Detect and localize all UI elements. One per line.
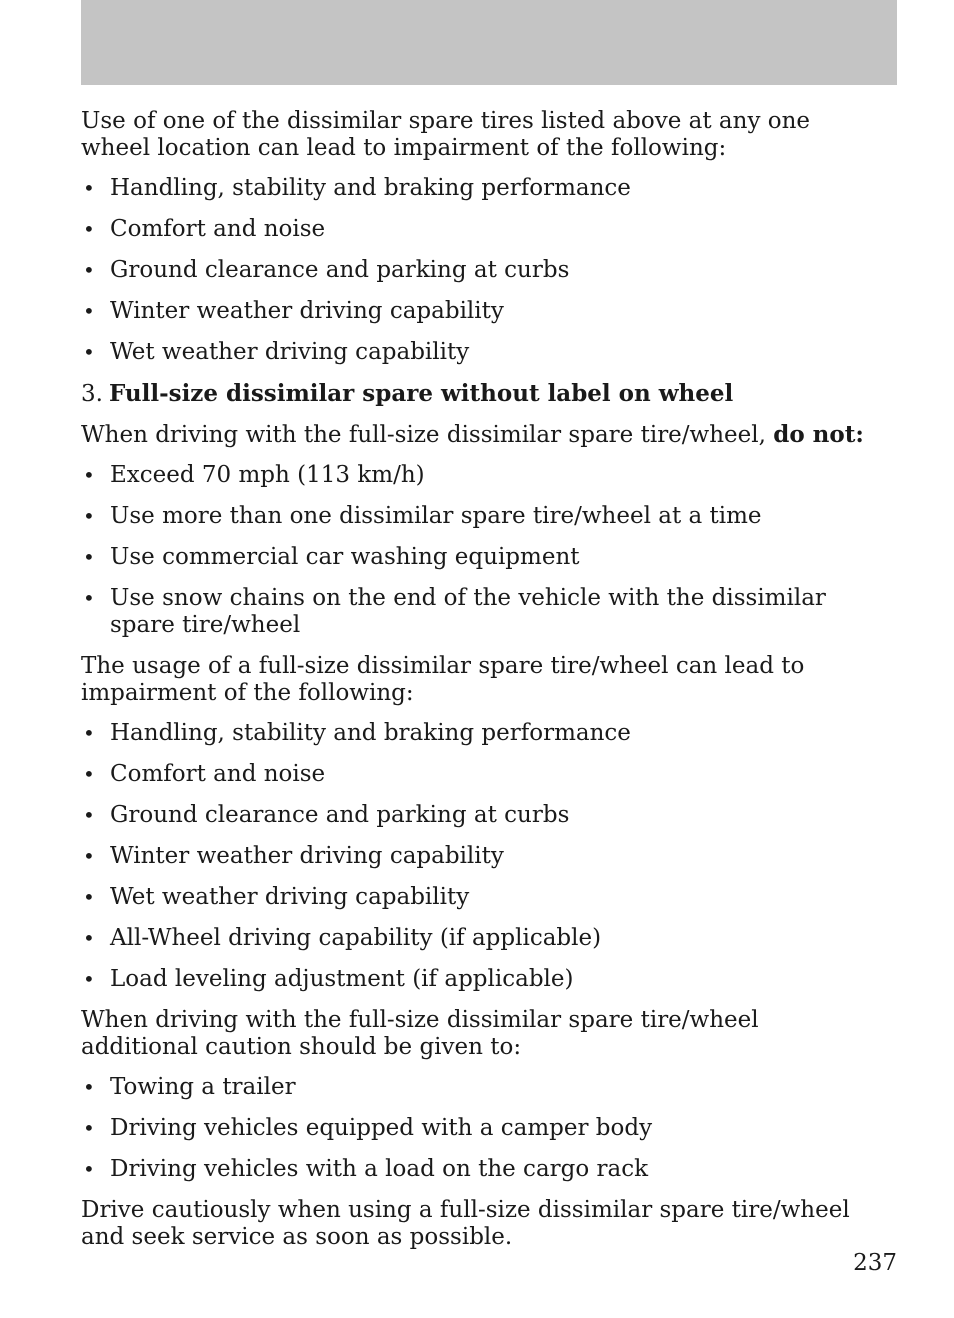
- list-item: • Wet weather driving capability: [83, 884, 470, 910]
- list-item: • Use more than one dissimilar spare tire/wheel at a time: [83, 503, 762, 529]
- bullet-icon: •: [83, 1116, 95, 1140]
- list-item: • Exceed 70 mph (113 km/h): [83, 462, 425, 488]
- bullet-icon: •: [83, 926, 95, 950]
- bullet-icon: •: [83, 803, 95, 827]
- list-item: • Towing a trailer: [83, 1074, 296, 1100]
- bullet-icon: •: [83, 721, 95, 745]
- bullet-icon: •: [83, 217, 95, 241]
- list-item: • Handling, stability and braking performance: [83, 720, 631, 746]
- bullet-icon: •: [83, 885, 95, 909]
- bullet-icon: •: [83, 504, 95, 528]
- bullet-icon: •: [83, 967, 95, 991]
- list-item: • Winter weather driving capability: [83, 298, 504, 324]
- bullet-icon: •: [83, 1157, 95, 1181]
- list-item: • Comfort and noise: [83, 216, 326, 242]
- bullet-icon: •: [83, 299, 95, 323]
- list-item: • Comfort and noise: [83, 761, 326, 787]
- list-item: • Use snow chains on the end of the vehicle with the dissimilar spare tire/wheel: [83, 585, 826, 638]
- section-heading: [81, 380, 871, 408]
- closing-paragraph: Drive cautiously when using a full-size dissimilar spare tire/wheel and seek service as soon as possible.: [81, 1197, 850, 1250]
- list-item: • Ground clearance and parking at curbs: [83, 802, 570, 828]
- list-item: • Handling, stability and braking performance: [83, 175, 631, 201]
- caution-list: [81, 1074, 871, 1183]
- bullet-icon: •: [83, 176, 95, 200]
- page-content: [81, 108, 871, 1264]
- bullet-icon: •: [83, 258, 95, 282]
- impairment-list-1: [81, 175, 871, 366]
- bullet-icon: •: [83, 762, 95, 786]
- page-number: 237: [853, 1250, 897, 1276]
- intro-paragraph: Use of one of the dissimilar spare tires listed above at any one wheel location can lead to impairment of the following:: [81, 108, 811, 161]
- list-item: • Load leveling adjustment (if applicable): [83, 966, 574, 992]
- bullet-icon: •: [83, 463, 95, 487]
- impairment-list-2: [81, 720, 871, 993]
- bullet-icon: •: [83, 844, 95, 868]
- prohibition-list: [81, 462, 871, 639]
- list-item: • Driving vehicles with a load on the cargo rack: [83, 1156, 649, 1182]
- list-item: • Wet weather driving capability: [83, 339, 470, 365]
- caution-paragraph: When driving with the full-size dissimilar spare tire/wheel additional caution should be given to:: [81, 1007, 759, 1060]
- list-item: • All-Wheel driving capability (if applicable): [83, 925, 602, 951]
- do-not-emphasis: do not:: [773, 421, 864, 448]
- bullet-icon: •: [83, 586, 95, 610]
- section-title: Full-size dissimilar spare without label on wheel: [108, 380, 734, 407]
- bullet-icon: •: [83, 340, 95, 364]
- list-item: • Use commercial car washing equipment: [83, 544, 580, 570]
- section-number: 3.: [81, 381, 103, 407]
- when-driving-paragraph: When driving with the full-size dissimilar spare tire/wheel, do not:: [81, 421, 864, 448]
- bullet-icon: •: [83, 545, 95, 569]
- usage-paragraph: The usage of a full-size dissimilar spare tire/wheel can lead to impairment of the following:: [81, 653, 805, 706]
- header-bar: [81, 0, 897, 85]
- bullet-icon: •: [83, 1075, 95, 1099]
- list-item: • Ground clearance and parking at curbs: [83, 257, 570, 283]
- list-item: • Winter weather driving capability: [83, 843, 504, 869]
- list-item: • Driving vehicles equipped with a camper body: [83, 1115, 653, 1141]
